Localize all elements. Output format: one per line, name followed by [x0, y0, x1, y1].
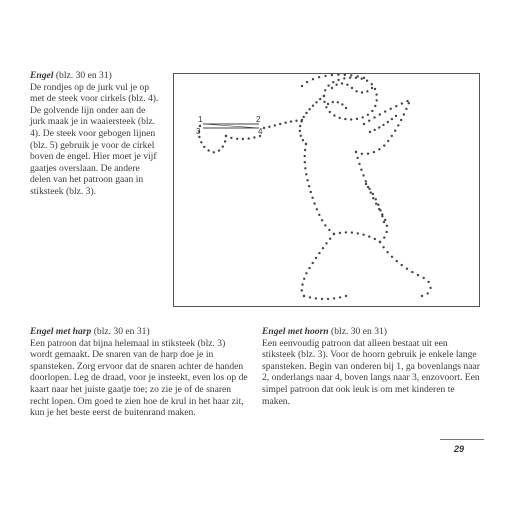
- pattern-dot: [318, 214, 320, 216]
- pattern-dot: [224, 140, 226, 142]
- pattern-dot: [365, 183, 367, 185]
- pattern-dot: [372, 193, 374, 195]
- pattern-dot: [349, 77, 351, 79]
- pattern-dot: [374, 105, 376, 107]
- pattern-dot: [312, 262, 314, 264]
- pattern-dot: [368, 235, 370, 237]
- engel-hoorn-body: Een eenvoudig patroon dat alleen bestaat uit een stiksteek (blz. 3). Voor de hoorn gebruik je enkele lange spansteken. Begin van onderen bij 1, ga bovenlangs naar 2, onderlangs naar 4, boven langs naar 3, enzovoort. Een simpel patroon dat ook leuk is om met kinderen te maken.: [262, 337, 480, 407]
- pattern-dot: [321, 298, 323, 300]
- pattern-dot: [379, 113, 381, 115]
- pattern-dot: [318, 76, 320, 78]
- angel-dot-pattern: [174, 74, 481, 308]
- pattern-dot: [321, 219, 323, 221]
- pattern-dot: [306, 81, 308, 83]
- pattern-dot: [308, 108, 310, 110]
- pattern-dot: [341, 103, 343, 105]
- pattern-dot: [339, 232, 341, 234]
- page-number: 29: [454, 444, 465, 454]
- pattern-dot: [311, 197, 313, 199]
- pattern-dot: [405, 108, 407, 110]
- pattern-dot: [379, 241, 381, 243]
- page-number-rule: [440, 439, 484, 440]
- pattern-dot: [391, 135, 393, 137]
- pattern-dot: [383, 221, 385, 223]
- engel-title: Engel: [30, 70, 54, 81]
- pattern-dot: [350, 118, 352, 120]
- pattern-dot: [397, 124, 399, 126]
- pattern-dot: [396, 260, 398, 262]
- pattern-dot: [395, 115, 397, 117]
- pattern-dot: [403, 113, 405, 115]
- pattern-dot: [268, 126, 270, 128]
- pattern-dot: [332, 101, 334, 103]
- engel-harp-title: Engel met harp: [30, 326, 92, 337]
- pattern-dot: [357, 232, 359, 234]
- pattern-dot: [417, 274, 419, 276]
- engel-hoorn-ref: (blz. 30 en 31): [328, 326, 387, 337]
- pattern-dot: [290, 120, 292, 122]
- pattern-dot: [305, 112, 307, 114]
- pattern-dot: [303, 116, 305, 118]
- section-engel-met-harp: [30, 326, 248, 419]
- pattern-dot: [218, 149, 220, 151]
- pattern-dot: [367, 153, 369, 155]
- pattern-dot: [366, 90, 368, 92]
- pattern-dot: [376, 99, 378, 101]
- pattern-dot: [355, 151, 357, 153]
- pattern-dot: [391, 256, 393, 258]
- pattern-dot: [375, 203, 377, 205]
- pattern-dot: [222, 145, 224, 147]
- pattern-dot: [309, 296, 311, 298]
- pattern-dot: [333, 297, 335, 299]
- pattern-dot: [316, 208, 318, 210]
- pattern-dot: [374, 88, 376, 90]
- pattern-dot: [312, 105, 314, 107]
- pattern-dot: [263, 127, 265, 129]
- pattern-dot: [423, 277, 425, 279]
- pattern-dot: [345, 231, 347, 233]
- section-engel-met-hoorn: [262, 326, 480, 407]
- pattern-dot: [329, 238, 331, 240]
- pattern-dot: [324, 89, 326, 91]
- pattern-dot: [387, 140, 389, 142]
- pattern-dot: [331, 74, 333, 76]
- pattern-dot: [363, 123, 365, 125]
- pattern-dot: [332, 81, 334, 83]
- pattern-dot: [322, 247, 324, 249]
- pattern-dot: [345, 295, 347, 297]
- pattern-dot: [313, 202, 315, 204]
- pattern-dot: [305, 272, 307, 274]
- pattern-dot: [315, 257, 317, 259]
- pattern-dot: [337, 101, 339, 103]
- pattern-dot: [411, 271, 413, 273]
- pattern-dot: [329, 111, 331, 113]
- pattern-dot: [394, 130, 396, 132]
- pattern-dot: [331, 87, 333, 89]
- pattern-dot: [391, 118, 393, 120]
- pattern-dot: [408, 102, 410, 104]
- pattern-dot: [386, 231, 388, 233]
- pattern-dot: [203, 146, 205, 148]
- pattern-dot: [328, 229, 330, 231]
- pattern-dot: [308, 185, 310, 187]
- pattern-dot: [355, 90, 357, 92]
- pattern-dot: [381, 215, 383, 217]
- pattern-dot: [284, 122, 286, 124]
- pattern-dot: [324, 75, 326, 77]
- pattern-dot: [370, 191, 372, 193]
- pattern-dot: [395, 105, 397, 107]
- pattern-dot: [382, 246, 384, 248]
- pattern-dot: [367, 114, 369, 116]
- pattern-dot: [299, 125, 301, 127]
- pattern-dot: [358, 163, 360, 165]
- pattern-dot: [427, 281, 429, 283]
- pattern-dot: [365, 180, 367, 182]
- engel-harp-paragraph: [30, 326, 248, 419]
- pattern-dot: [383, 236, 385, 238]
- pattern-dot: [198, 136, 200, 138]
- pattern-dot: [386, 225, 388, 227]
- pattern-dot: [207, 149, 209, 151]
- pattern-dot: [253, 136, 255, 138]
- pattern-dot: [303, 278, 305, 280]
- pattern-dot: [362, 116, 364, 118]
- engel-paragraph: [30, 70, 162, 198]
- pattern-dot: [337, 79, 339, 81]
- engel-body: De rondjes op de jurk vul je op met de steek voor cirkels (blz. 4). De golvende lijn onder aan de jurk maak je in waaiersteek (blz. 4). De steek voor gebogen lijnen (blz. 5) gebruik je voor de cirkel boven de engel. Hier moet je vijf gaatjes overslaan. De andere delen van het patroon gaan in stiksteek (blz. 3).: [30, 81, 159, 197]
- pattern-dots: [198, 74, 432, 300]
- pattern-dot: [310, 191, 312, 193]
- pattern-dot: [429, 287, 431, 289]
- pattern-dot: [373, 151, 375, 153]
- pattern-dot: [304, 167, 306, 169]
- pattern-dot: [383, 144, 385, 146]
- pattern-dot: [374, 129, 376, 131]
- pattern-dot: [274, 124, 276, 126]
- pattern-dot: [303, 295, 305, 297]
- pattern-dot: [357, 157, 359, 159]
- pattern-dot: [341, 82, 343, 84]
- pattern-dot: [379, 209, 381, 211]
- pattern-dot: [421, 295, 423, 297]
- pattern-dot: [401, 102, 403, 104]
- pattern-dot: [373, 116, 375, 118]
- pattern-dot: [319, 98, 321, 100]
- pattern-dot: [327, 298, 329, 300]
- horn-line-cross: [203, 124, 259, 128]
- pattern-dot: [406, 100, 408, 102]
- pattern-dot: [301, 289, 303, 291]
- section-engel: [30, 70, 162, 198]
- pattern-dot: [368, 188, 370, 190]
- pattern-dot: [306, 179, 308, 181]
- pattern-dot: [248, 137, 250, 139]
- pattern-dot: [351, 87, 353, 89]
- pattern-dot: [333, 233, 335, 235]
- pattern-dot: [333, 114, 335, 116]
- pattern-dot: [301, 119, 303, 121]
- engel-hoorn-paragraph: [262, 326, 480, 407]
- pattern-dot: [305, 173, 307, 175]
- pattern-dot: [375, 93, 377, 95]
- pattern-dot: [242, 138, 244, 140]
- pattern-dot: [225, 135, 227, 137]
- pattern-dot: [371, 110, 373, 112]
- pattern-dot: [325, 242, 327, 244]
- pattern-dot: [369, 131, 371, 133]
- pattern-dot: [363, 77, 365, 79]
- pattern-dot: [387, 121, 389, 123]
- pattern-dot: [323, 101, 325, 103]
- pattern-dot: [279, 123, 281, 125]
- pattern-dot: [299, 130, 301, 132]
- pattern-dot: [360, 169, 362, 171]
- pattern-dot: [344, 74, 346, 76]
- pattern-dot: [323, 95, 325, 97]
- pattern-dot: [351, 231, 353, 233]
- pattern-dot: [304, 149, 306, 151]
- pattern-dot: [230, 137, 232, 139]
- pattern-dot: [339, 296, 341, 298]
- pattern-dot: [390, 108, 392, 110]
- pattern-dot: [371, 87, 373, 89]
- pattern-dot: [318, 252, 320, 254]
- pattern-dot: [374, 238, 376, 240]
- pattern-dot: [301, 85, 303, 87]
- pattern-dot: [382, 124, 384, 126]
- pattern-dot: [386, 251, 388, 253]
- pattern-dot: [315, 101, 317, 103]
- pattern-dot: [356, 118, 358, 120]
- pattern-dot: [343, 77, 345, 79]
- pattern-label-3: 3: [196, 127, 201, 136]
- pattern-dot: [302, 139, 304, 141]
- pattern-dot: [372, 197, 374, 199]
- pattern-dot: [368, 120, 370, 122]
- pattern-dot: [327, 103, 329, 105]
- pattern-dot: [346, 84, 348, 86]
- pattern-dot: [339, 117, 341, 119]
- pattern-dot: [401, 264, 403, 266]
- pattern-label-2: 2: [256, 115, 261, 124]
- pattern-dot: [361, 78, 363, 80]
- engel-harp-ref: (blz. 30 en 31): [91, 326, 150, 337]
- pattern-dot: [378, 126, 380, 128]
- engel-ref: (blz. 30 en 31): [53, 70, 112, 81]
- pattern-dot: [371, 83, 373, 85]
- pattern-dot: [304, 155, 306, 157]
- pattern-dot: [357, 75, 359, 77]
- pattern-dot: [236, 138, 238, 140]
- pattern-dot: [377, 204, 379, 206]
- pattern-dot: [327, 84, 329, 86]
- pattern-dot: [200, 141, 202, 143]
- pattern-dot: [324, 224, 326, 226]
- pattern-dot: [344, 118, 346, 120]
- pattern-dot: [362, 234, 364, 236]
- pattern-dot: [304, 161, 306, 163]
- pattern-label-1: 1: [198, 115, 203, 124]
- pattern-dot: [367, 186, 369, 188]
- pattern-dot: [378, 148, 380, 150]
- pattern-dot: [337, 74, 339, 76]
- pattern-dot: [427, 292, 429, 294]
- pattern-dot: [384, 110, 386, 112]
- pattern-dot: [301, 283, 303, 285]
- pattern-dot: [362, 174, 364, 176]
- pattern-dot: [345, 107, 347, 109]
- angel-pattern-frame: [173, 73, 480, 307]
- engel-harp-body: Een patroon dat bijna helemaal in stiksteek (blz. 3) wordt gemaakt. De snaren van de harp doe je in spansteken. Zorg ervoor dat de snaren achter de handen doorlopen. Leg de draad, voor je insteekt, even los op de kaart naar het juiste gaatje toe; zo zie je of de snaren recht lopen. Om goed te zien hoe de krul in het haar zit, kun je het beste eerst de buitenrand maken.: [30, 337, 248, 419]
- pattern-dot: [361, 153, 363, 155]
- pattern-label-4: 4: [258, 127, 263, 136]
- pattern-dot: [300, 135, 302, 137]
- pattern-dot: [375, 198, 377, 200]
- pattern-dot: [305, 143, 307, 145]
- engel-hoorn-title: Engel met hoorn: [262, 326, 329, 337]
- pattern-dot: [406, 268, 408, 270]
- pattern-dot: [312, 78, 314, 80]
- pattern-dot: [361, 91, 363, 93]
- pattern-dot: [213, 151, 215, 153]
- pattern-dot: [350, 74, 352, 76]
- pattern-dot: [384, 219, 386, 221]
- pattern-dot: [400, 119, 402, 121]
- pattern-dot: [308, 267, 310, 269]
- pattern-dot: [315, 297, 317, 299]
- pattern-dot: [325, 106, 327, 108]
- pattern-dot: [335, 84, 337, 86]
- pattern-dot: [295, 120, 297, 122]
- pattern-dot: [366, 80, 368, 82]
